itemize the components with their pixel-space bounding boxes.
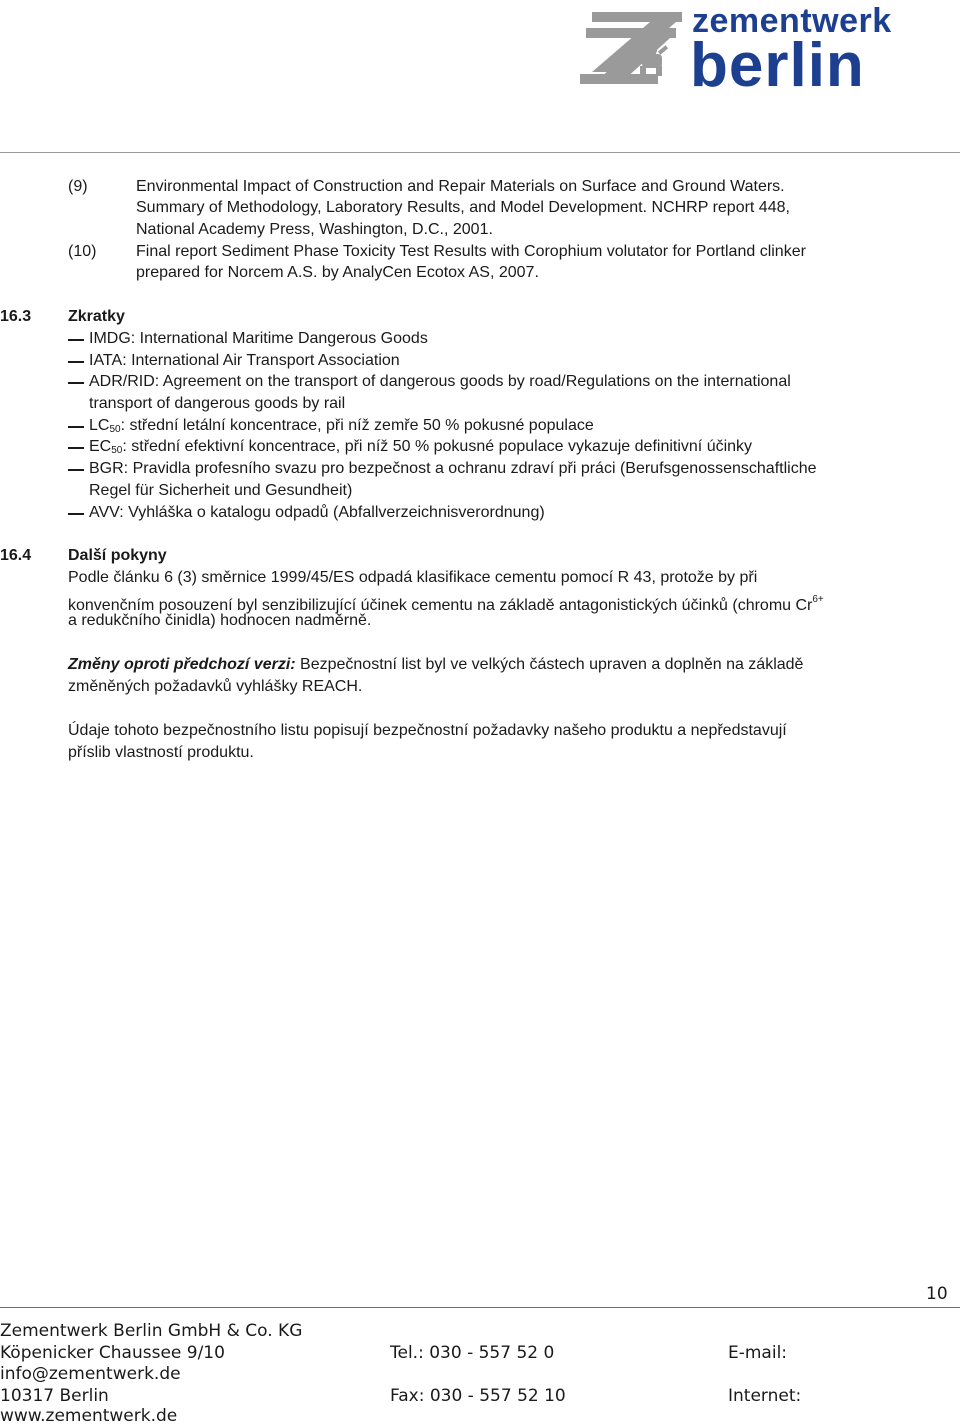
abbr-adr-rid: ADR/RID: Agreement on the transport of dangerous goods by road/Regulations on the international [89,373,791,390]
changes-text: Bezpečnostní list byl ve velkých částech upraven a doplněn na základě [295,656,804,673]
paragraph-text: konvenčním posouzení byl senzibilizující účinek cementu na základě antagonistických účinků (chromu Cr [68,597,813,614]
reference-number: (9) [68,178,88,195]
disclaimer-line: příslib vlastností produktu. [68,744,254,761]
list-dash [68,469,84,471]
stripes-z-bear-icon [578,8,688,86]
abbr-ec-prefix: EC [89,438,112,455]
list-dash [68,361,84,363]
abbr-lc-subscript: 50 [109,424,121,435]
list-dash [68,426,84,428]
abbr-ec-subscript: 50 [111,445,123,456]
footer-company: Zementwerk Berlin GmbH & Co. KG [0,1321,303,1341]
section-title: Zkratky [68,308,125,325]
abbr-ec50 [89,437,752,461]
reference-text-line: National Academy Press, Washington, D.C., 2001. [136,221,493,238]
header-rule [0,152,960,153]
disclaimer-line: Údaje tohoto bezpečnostního listu popisují bezpečnostní požadavky našeho produktu a nepředstavují [68,722,787,739]
reference-text-line: Environmental Impact of Construction and Repair Materials on Surface and Ground Waters. [136,178,785,195]
reference-number: (10) [68,243,97,260]
abbr-imdg: IMDG: International Maritime Dangerous Goods [89,330,428,347]
logo-text-zementwerk: zementwerk [692,2,892,40]
abbr-bgr-cont: Regel für Sicherheit und Gesundheit) [89,482,353,499]
footer-city: 10317 Berlin [0,1386,109,1406]
list-dash [68,513,84,515]
list-dash [68,339,84,341]
section-number: 16.3 [0,308,32,325]
footer-web-link[interactable]: www.zementwerk.de [0,1406,178,1426]
abbr-bgr: BGR: Pravidla profesního svazu pro bezpečnost a ochranu zdraví při práci (Berufsgenossenschaftliche [89,460,817,477]
abbr-avv: AVV: Vyhláška o katalogu odpadů (Abfallverzeichnisverordnung) [89,504,545,521]
reference-text-line: prepared for Norcem A.S. by AnalyCen Ecotox AS, 2007. [136,264,539,281]
changes-paragraph-line [68,655,803,675]
section-number: 16.4 [0,547,32,564]
list-dash [68,447,84,449]
paragraph-line: a redukčního činidla) hodnocen nadměrně. [68,612,372,629]
chromium-superscript: 6+ [812,594,824,605]
abbr-lc-prefix: LC [89,417,110,434]
footer-internet-label: Internet: [728,1386,802,1406]
section-title: Další pokyny [68,547,167,564]
paragraph-line: Podle článku 6 (3) směrnice 1999/45/ES odpadá klasifikace cementu pomocí R 43, protože by při [68,569,758,586]
footer-email-link[interactable]: info@zementwerk.de [0,1364,181,1384]
changes-paragraph-line: změněných požadavků vyhlášky REACH. [68,678,363,695]
changes-label: Změny oproti předchozí verzi: [68,656,296,673]
reference-text-line: Final report Sediment Phase Toxicity Test Results with Corophium volutator for Portland clinker [136,243,806,260]
logo-text-berlin: berlin [690,31,865,100]
footer-fax: Fax: 030 - 557 52 10 [390,1386,566,1406]
page-number: 10 [926,1284,948,1304]
footer-email-label: E-mail: [728,1343,788,1363]
reference-text-line: Summary of Methodology, Laboratory Results, and Model Development. NCHRP report 448, [136,199,790,216]
abbr-iata: IATA: International Air Transport Association [89,352,400,369]
footer-rule [0,1307,960,1308]
abbr-adr-rid-cont: transport of dangerous goods by rail [89,395,346,412]
abbr-lc-text: : střední letální koncentrace, při níž zemře 50 % pokusné populace [120,417,594,434]
abbr-ec-text: : střední efektivní koncentrace, při níž 50 % pokusné populace vykazuje definitivní účinky [122,438,753,455]
footer-street: Köpenicker Chaussee 9/10 [0,1343,225,1363]
footer-tel: Tel.: 030 - 557 52 0 [390,1343,555,1363]
list-dash [68,382,84,384]
